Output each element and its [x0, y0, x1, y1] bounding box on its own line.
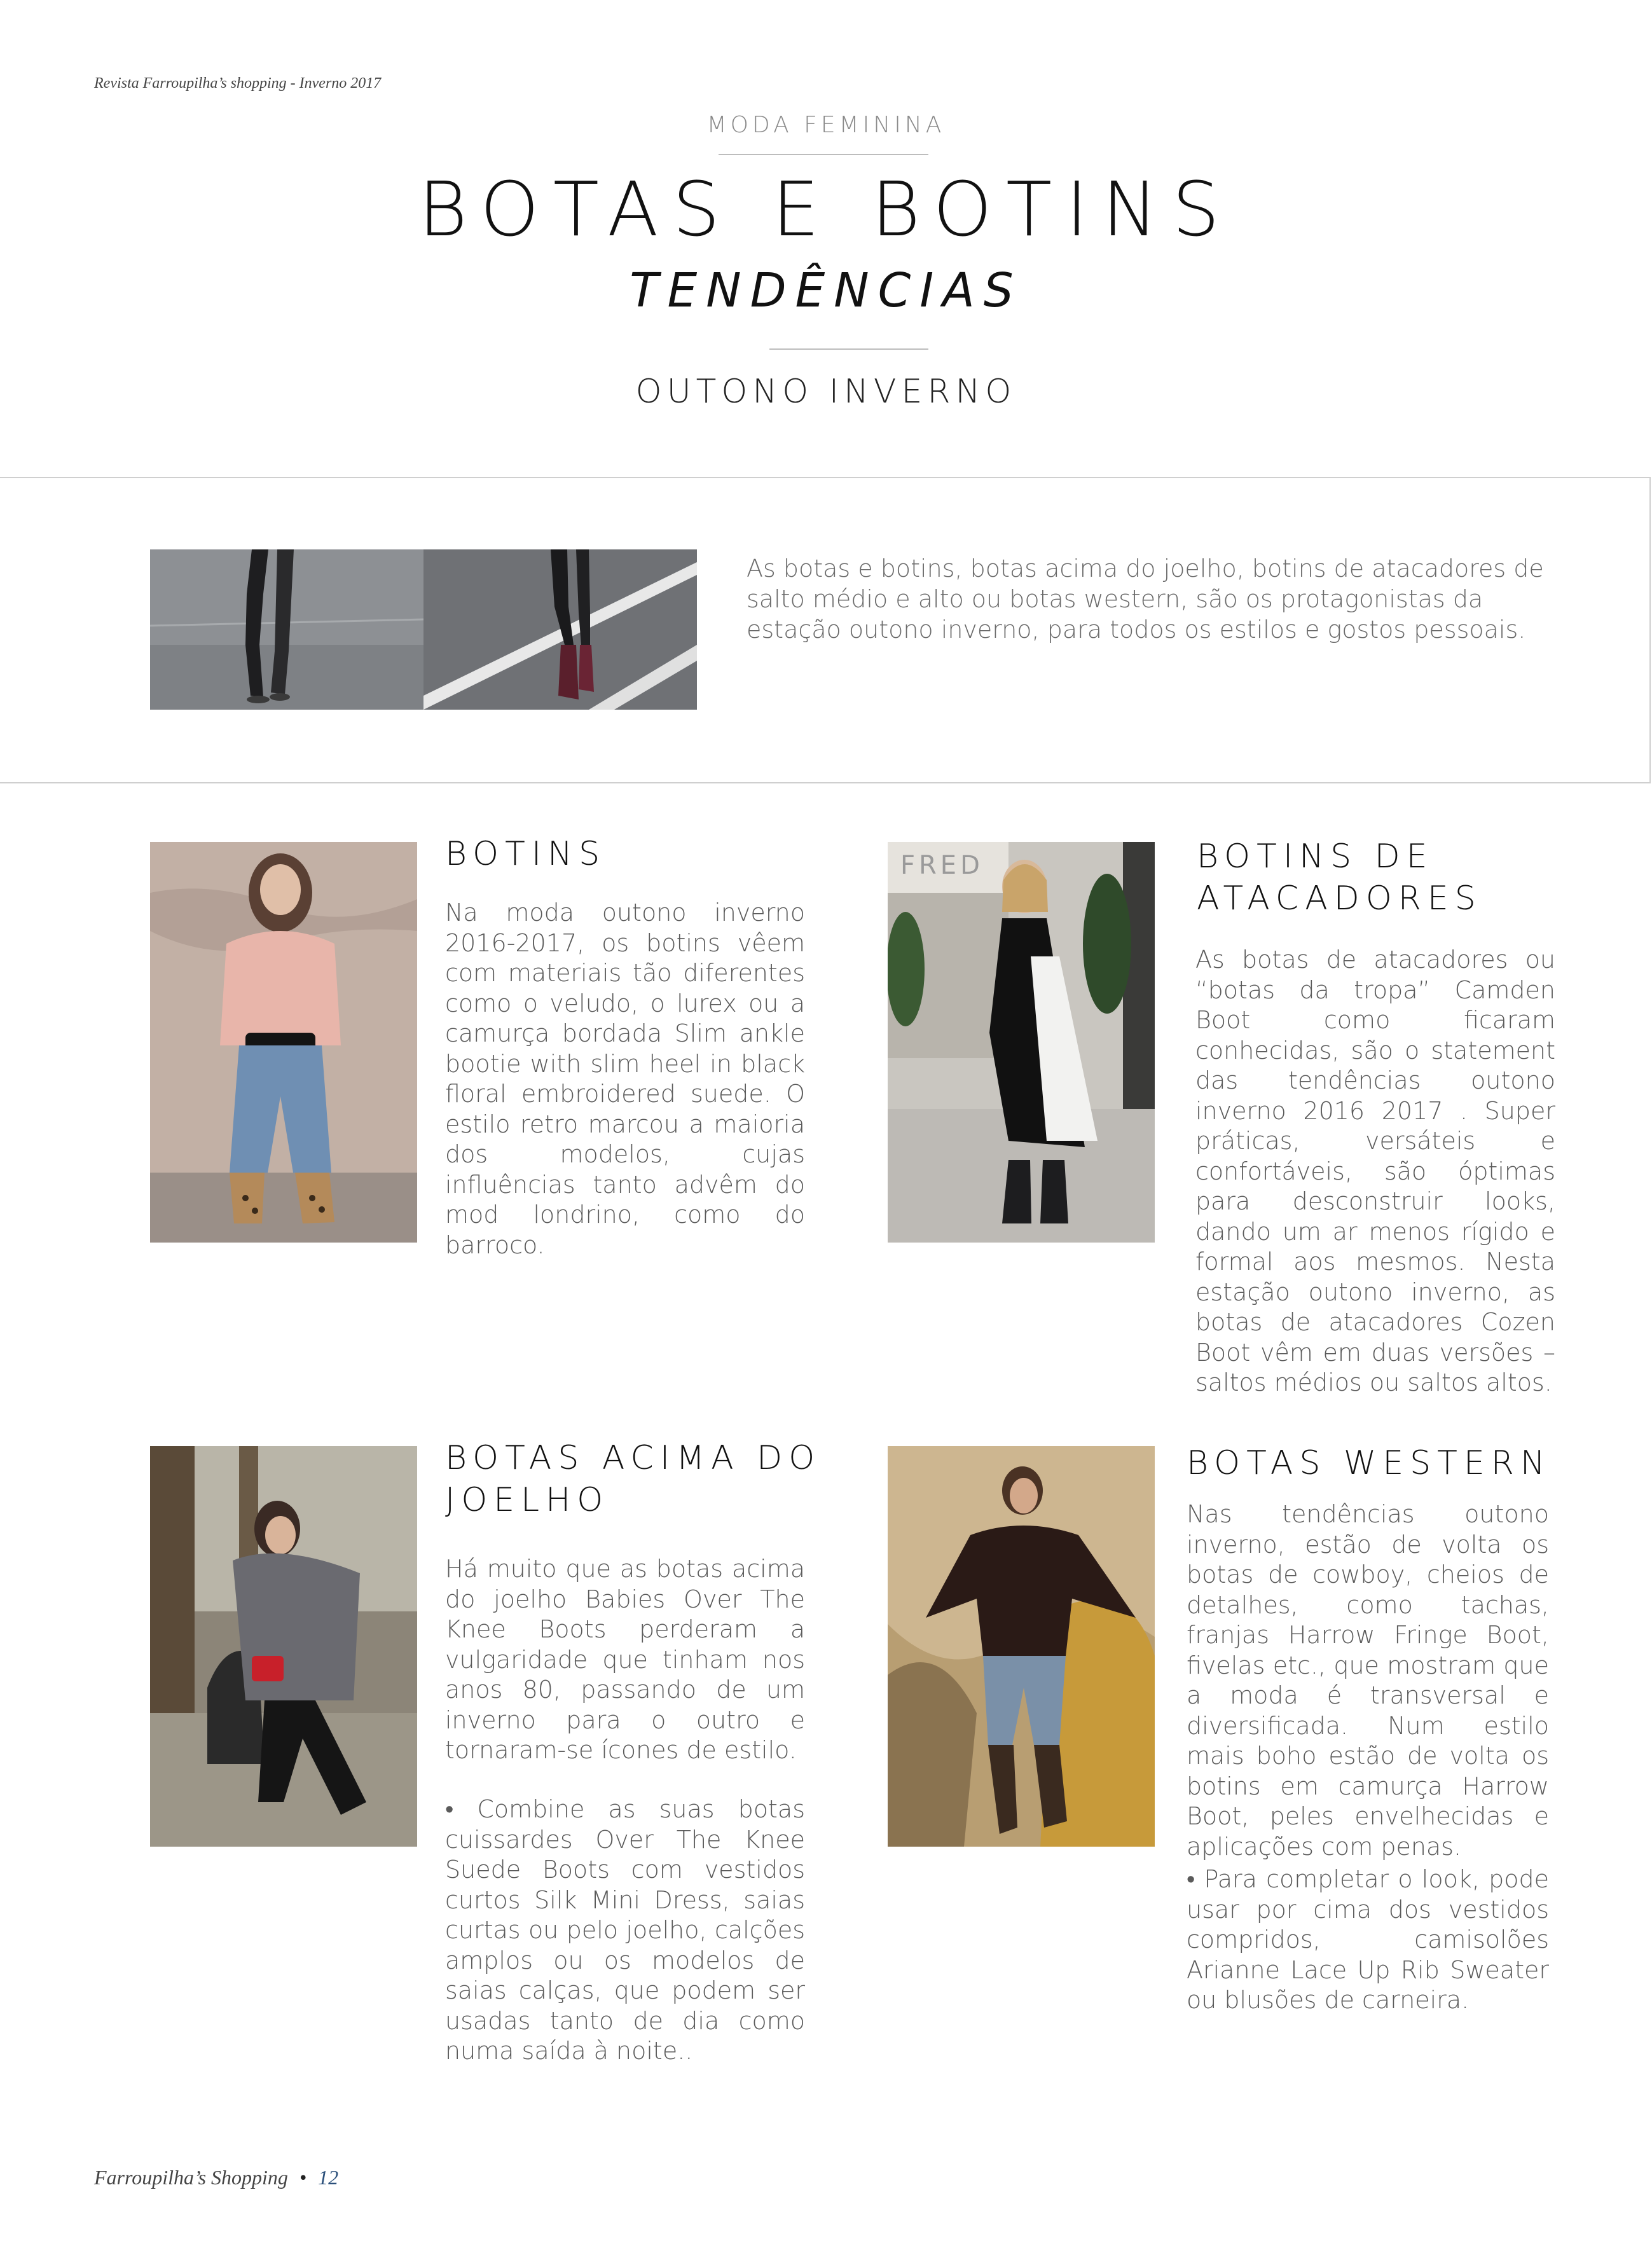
atacadores-heading-line1: BOTINS DE: [1197, 837, 1434, 876]
joelho-tip: • Combine as suas botas cuissardes Over The Knee Suede Boots com vestidos curtos Silk Mini Dress, saias curtas ou pelo joelho, calções amplos ou os modelos de saias calças, que podem ser usadas tanto de dia como numa saída à noite..: [445, 1795, 805, 2065]
shop-sign-text: FRED: [900, 851, 984, 880]
intro-photo-ankle-boots: [423, 549, 697, 710]
season-heading: OUTONO INVERNO: [635, 373, 1017, 411]
joelho-heading-line2: JOELHO: [445, 1481, 610, 1519]
page-footer: [94, 2166, 338, 2189]
intro-text: As botas e botins, botas acima do joelho, botins de atacadores de salto médio e alto ou botas western, são os protagonistas da estação outono inverno, para todos os estilos e gostos pessoais.: [747, 555, 1544, 644]
atacadores-photo: [888, 842, 1155, 1243]
footer-publication: Farroupilha’s Shopping: [94, 2166, 288, 2189]
botins-photo: [150, 842, 417, 1243]
subtitle-divider: [769, 348, 928, 350]
western-heading: BOTAS WESTERN: [1187, 1444, 1552, 1482]
intro-photo-knee-boots: [150, 549, 423, 710]
western-body: Nas tendências outono inverno, estão de volta os botas de cowboy, cheios de detalhes, como tachas, franjas Harrow Fringe Boot, fivelas etc., que mostram que a moda é transversal e diversificada. Num estilo mais boho estão de volta os botins em camurça Harrow Boot, peles envelhecidas e aplicações com penas.: [1187, 1500, 1549, 1861]
page-title: BOTAS E BOTINS: [418, 165, 1234, 253]
botins-heading: BOTINS: [445, 835, 607, 873]
joelho-photo: [150, 1446, 417, 1847]
western-tip: • Para completar o look, pode usar por cima dos vestidos compridos, camisolões Arianne Lace Up Rib Sweater ou blusões de carneira.: [1187, 1865, 1549, 2014]
joelho-heading-line1: BOTAS ACIMA DO: [445, 1439, 822, 1477]
atacadores-heading-line2: ATACADORES: [1197, 879, 1482, 918]
running-head: Revista Farroupilha’s shopping - Inverno 2017: [94, 75, 382, 92]
joelho-body: Há muito que as botas acima do joelho Babies Over The Knee Boots perderam a vulgaridade que tinham nos anos 80, passando de um inverno para o outro e tornaram-se ícones de estilo.: [445, 1555, 805, 1764]
botins-body: Na moda outono inverno 2016-2017, os botins vêem com materiais tão diferentes como o veludo, o lurex ou a camurça bordada Slim ankle bootie with slim heel in black floral embroidered suede. O estilo retro marcou a maioria dos modelos, cujas influências tanto advêm do mod londrino, como do barroco.: [445, 899, 805, 1259]
western-photo: [888, 1446, 1155, 1847]
atacadores-body: As botas de atacadores ou “botas da tropa” Camden Boot como ficaram conhecidas, são o statement das tendências outono inverno 2016 2017 . Super práticas, versáteis e confortáveis, são óptimas para desconstruir looks, dando um ar menos rígido e formal aos mesmos. Nesta estação outono inverno, as botas de atacadores Cozen Boot vêm em duas versões – saltos médios ou saltos altos.: [1195, 946, 1555, 1396]
footer-separator: •: [299, 2166, 307, 2189]
page-number: 12: [318, 2166, 339, 2189]
kicker-divider: [719, 154, 928, 155]
page-subtitle: TENDÊNCIAS: [630, 263, 1022, 318]
section-kicker: MODA FEMININA: [706, 112, 946, 138]
